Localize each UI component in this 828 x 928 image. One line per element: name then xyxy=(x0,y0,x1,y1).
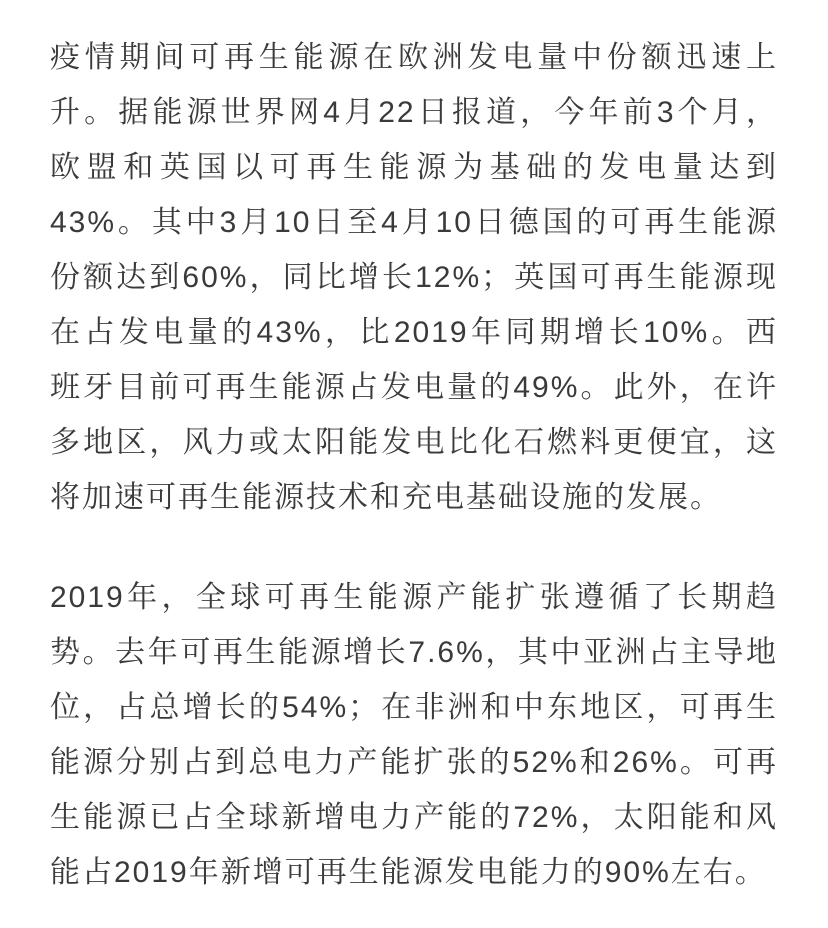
text-line: 欧盟和英国以可再生能源为基础的发电量达到 xyxy=(50,151,778,184)
text-line: 将加速可再生能源技术和充电基础设施的发展。 xyxy=(50,481,722,514)
text-line: 多地区，风力或太阳能发电比化石燃料更便宜，这 xyxy=(50,426,778,459)
text-line: 份额达到60%，同比增长12%；英国可再生能源现 xyxy=(50,261,778,294)
text-line: 生能源已占全球新增电力产能的72%，太阳能和风 xyxy=(50,801,778,834)
paragraph-renewables-europe xyxy=(50,30,778,525)
text-line: 升。据能源世界网4月22日报道，今年前3个月， xyxy=(50,96,778,129)
text-line: 2019年，全球可再生能源产能扩张遵循了长期趋 xyxy=(50,581,778,614)
text-line: 能源分别占到总电力产能扩张的52%和26%。可再 xyxy=(50,746,778,779)
text-line: 疫情期间可再生能源在欧洲发电量中份额迅速上 xyxy=(50,41,778,74)
paragraph-global-capacity-2019 xyxy=(50,570,778,900)
text-line: 势。去年可再生能源增长7.6%，其中亚洲占主导地 xyxy=(50,636,778,669)
text-line: 43%。其中3月10日至4月10日德国的可再生能源 xyxy=(50,206,778,239)
text-line: 能占2019年新增可再生能源发电能力的90%左右。 xyxy=(50,856,767,889)
text-line: 位，占总增长的54%；在非洲和中东地区，可再生 xyxy=(50,691,778,724)
text-line: 在占发电量的43%，比2019年同期增长10%。西 xyxy=(50,316,778,349)
text-line: 班牙目前可再生能源占发电量的49%。此外，在许 xyxy=(50,371,778,404)
